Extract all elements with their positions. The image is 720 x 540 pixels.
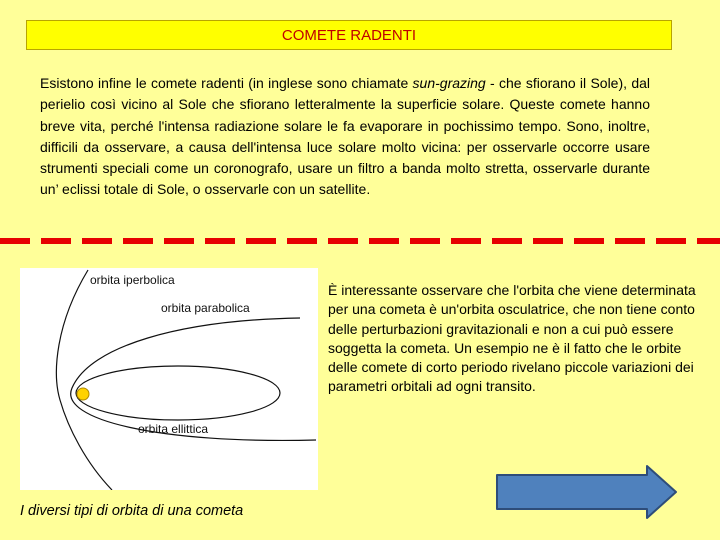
right-arrow-icon[interactable]	[495, 464, 678, 520]
intro-text-end: - che sfiorano il Sole), dal perielio così vicino al Sole che sfiorano letteralmente la superficie solare. Queste comete hanno breve vita, perché l'intensa radiazione solare le fa evaporare in pochissimo tempo. Sono, inoltre, difficili da osservare, a causa dell'intensa luce solare molto vicina: per osservarle occorre usare strumenti speciali come un coronografo, usare un filtro a banda molto stretta, osservarle durante un’ eclissi totale di Sole, o osservarle con un satellite.	[40, 75, 651, 198]
section-divider	[0, 238, 720, 244]
elliptic-orbit	[76, 366, 280, 420]
diagram-caption: I diversi tipi di orbita di una cometa	[20, 503, 244, 519]
page-title: COMETE RADENTI	[281, 26, 417, 44]
label-parabolic-orbit: orbita parabolica	[161, 301, 250, 315]
label-hyperbolic-orbit: orbita iperbolica	[90, 273, 175, 287]
intro-paragraph	[40, 73, 650, 201]
label-elliptic-orbit: orbita ellittica	[138, 422, 209, 436]
intro-text-start: Esistono infine le comete radenti (in inglese sono chiamate	[40, 75, 413, 91]
orbit-diagram	[20, 268, 318, 490]
intro-term: sun-grazing	[412, 75, 486, 91]
sun-icon	[77, 388, 89, 400]
side-paragraph: È interessante osservare che l'orbita che viene determinata per una cometa è un'orbita osculatrice, che non tiene conto delle perturbazioni gravitazionali e non a cui può essere soggetta la cometa. Un esempio ne è il fatto che le orbite delle comete di corto periodo rivelano piccole variazioni dei parametri orbitali ad ogni transito.	[328, 282, 696, 395]
hyperbolic-orbit	[56, 270, 112, 490]
title-banner	[26, 20, 672, 50]
